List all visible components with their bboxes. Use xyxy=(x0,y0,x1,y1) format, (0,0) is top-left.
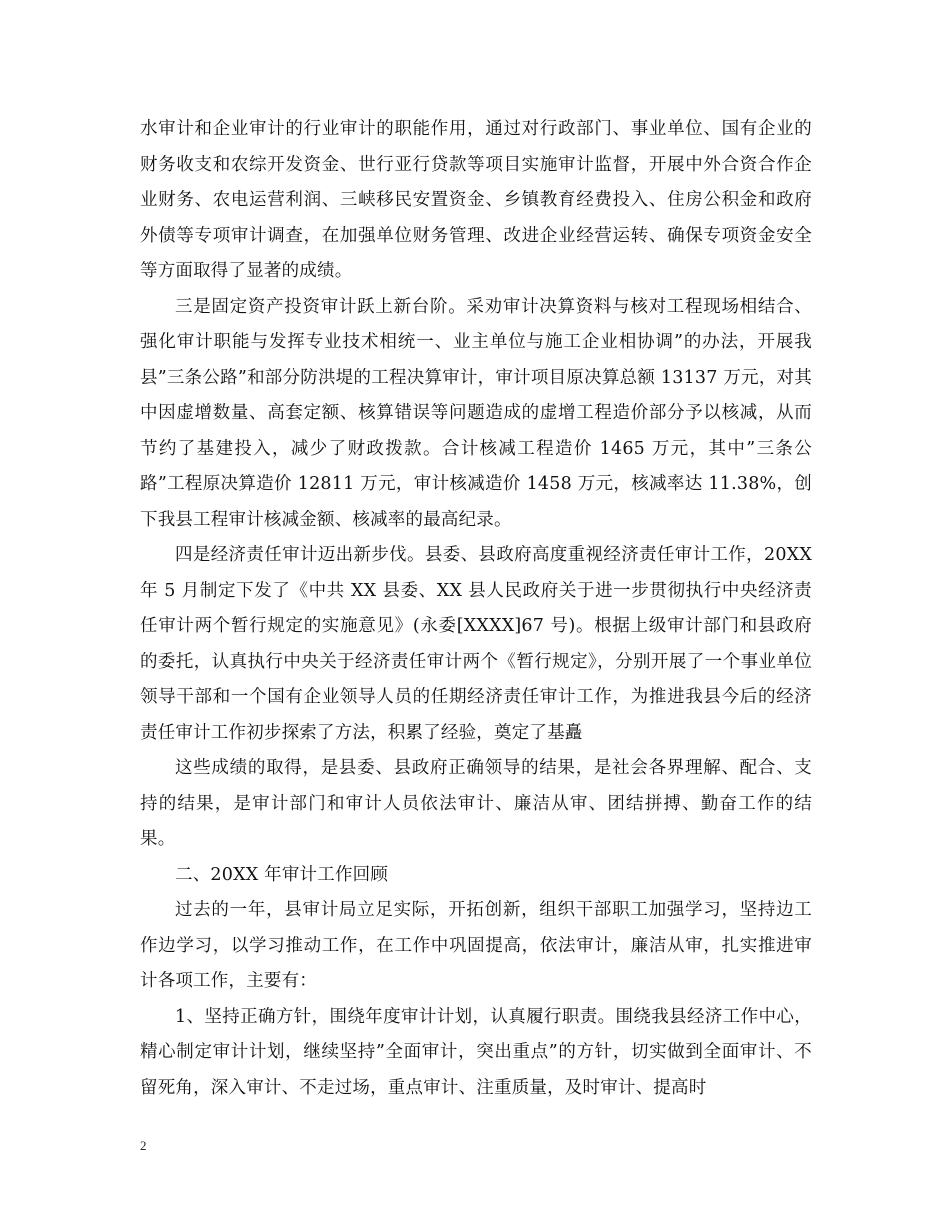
paragraph-1: 水审计和企业审计的行业审计的职能作用，通过对行政部门、事业单位、国有企业的财务收支和农综开发资金、世行亚行贷款等项目实施审计监督，开展中外合资合作企业财务、农电运营利润、三峡移民安置资金、乡镇教育经费投入、住房公积金和政府外债等专项审计调查，在加强单位财务管理、改进企业经营运转、确保专项资金安全等方面取得了显著的成绩。 xyxy=(140,119,812,281)
section-heading: 二、20XX 年审计工作回顾 xyxy=(175,864,389,885)
paragraph-6: 1、坚持正确方针，围绕年度审计计划，认真履行职责。围绕我县经济工作中心，精心制定审计计划，继续坚持”全面审计，突出重点”的方针，切实做到全面审计、不留死角，深入审计、不走过场，重点审计、注重质量，及时审计、提高时 xyxy=(140,1006,812,1098)
body-text xyxy=(140,112,812,1106)
page-number: 2 xyxy=(140,1138,147,1153)
paragraph-4: 这些成绩的取得，是县委、县政府正确领导的结果，是社会各界理解、配合、支持的结果，是审计部门和审计人员依法审计、廉洁从审、团结拼搏、勤奋工作的结果。 xyxy=(140,758,812,849)
paragraph-2: 三是固定资产投资审计跃上新台阶。采劝审计决算资料与核对工程现场相结合、强化审计职能与发挥专业技术相统一、业主单位与施工企业相协调”的办法，开展我县”三条公路”和部分防洪堤的工程决算审计，审计项目原决算总额 13137 万元，对其中因虚增数量、高套定额、核算错误等问题造成的虚增工程造价部分予以核减，从而节约了基建投入，减少了财政拨款。合计核减工程造价 1465 万元，其中”三条公路”工程原决算造价 12811 万元，审计核减造价 1458 万元，核减率达 11.38%，创下我县工程审计核减金额、核减率的最高纪录。 xyxy=(140,296,812,530)
paragraph-3: 四是经济责任审计迈出新步伐。县委、县政府高度重视经济责任审计工作，20XX 年 5 月制定下发了《中共 XX 县委、XX 县人民政府关于进一步贯彻执行中央经济责任审计两个暂行规定的实施意见》(永委[XXXX]67 号)。根据上级审计部门和县政府的委托，认真执行中央关于经济责任审计两个《暂行规定》，分别开展了一个事业单位领导干部和一个国有企业领导人员的任期经济责任审计工作，为推进我县今后的经济责任审计工作初步探索了方法，积累了经验，奠定了基矗 xyxy=(140,545,812,743)
paragraph-5: 过去的一年，县审计局立足实际，开拓创新，组织干部职工加强学习，坚持边工作边学习，以学习推动工作，在工作中巩固提高，依法审计，廉洁从审，扎实推进审计各项工作，主要有： xyxy=(140,900,812,991)
